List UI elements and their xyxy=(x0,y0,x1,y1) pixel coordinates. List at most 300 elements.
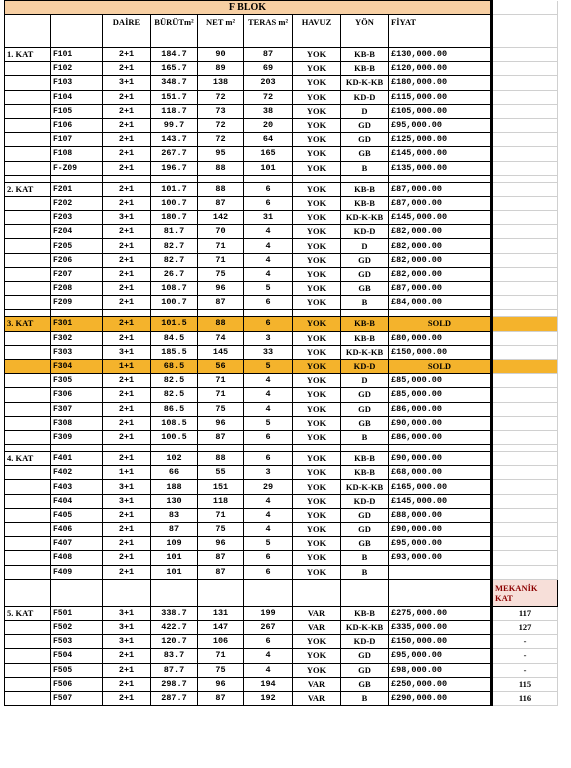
table-row xyxy=(5,677,558,691)
table-row xyxy=(5,267,558,281)
havuz-cell: YOK xyxy=(293,253,341,267)
extra-cell xyxy=(492,331,558,345)
net-cell: 88 xyxy=(198,161,244,175)
unit-number: F205 xyxy=(51,239,103,253)
teras-cell: 38 xyxy=(244,104,293,118)
net-cell: 96 xyxy=(198,537,244,551)
net-cell: 95 xyxy=(198,147,244,161)
table-row xyxy=(5,359,558,373)
price-cell: £275,000.00 xyxy=(389,606,492,620)
net-cell: 138 xyxy=(198,76,244,90)
teras-cell: 33 xyxy=(244,345,293,359)
daire-cell: 2+1 xyxy=(103,296,151,310)
unit-number: F107 xyxy=(51,133,103,147)
floor-label-empty xyxy=(5,402,51,416)
floor-label-empty xyxy=(5,211,51,225)
brut-cell: 196.7 xyxy=(151,161,198,175)
yon-cell: KB-B xyxy=(341,48,389,62)
extra-cell xyxy=(492,310,558,317)
empty-cell xyxy=(51,445,103,452)
floor-label-empty xyxy=(5,537,51,551)
floor-label-empty xyxy=(5,331,51,345)
teras-cell: 4 xyxy=(244,239,293,253)
yon-cell: D xyxy=(341,104,389,118)
daire-cell: 3+1 xyxy=(103,480,151,494)
extra-cell xyxy=(492,317,558,331)
teras-cell: 6 xyxy=(244,296,293,310)
teras-cell: 4 xyxy=(244,374,293,388)
daire-cell: 2+1 xyxy=(103,565,151,579)
floor-label-empty xyxy=(5,267,51,281)
yon-cell: D xyxy=(341,374,389,388)
extra-cell xyxy=(492,133,558,147)
daire-cell: 2+1 xyxy=(103,537,151,551)
empty-cell xyxy=(198,445,244,452)
table-row xyxy=(5,345,558,359)
yon-cell: KD-D xyxy=(341,494,389,508)
price-cell: £250,000.00 xyxy=(389,677,492,691)
header-daire: DAİRE xyxy=(103,15,151,48)
havuz-cell: YOK xyxy=(293,62,341,76)
price-cell: £82,000.00 xyxy=(389,239,492,253)
havuz-cell: YOK xyxy=(293,663,341,677)
empty-cell xyxy=(244,310,293,317)
table-row xyxy=(5,565,558,579)
empty-cell xyxy=(389,445,492,452)
empty-cell xyxy=(151,579,198,606)
brut-cell: 108.7 xyxy=(151,282,198,296)
table-row xyxy=(5,388,558,402)
teras-cell: 199 xyxy=(244,606,293,620)
brut-cell: 298.7 xyxy=(151,677,198,691)
extra-cell xyxy=(492,480,558,494)
table-row xyxy=(5,635,558,649)
floor-label-empty xyxy=(5,620,51,634)
extra-cell xyxy=(492,182,558,196)
net-cell: 96 xyxy=(198,416,244,430)
net-cell: 70 xyxy=(198,225,244,239)
header-brut: BÜRÜTm² xyxy=(151,15,198,48)
net-cell: 131 xyxy=(198,606,244,620)
teras-cell: 4 xyxy=(244,267,293,281)
table-row xyxy=(5,147,558,161)
unit-number: F403 xyxy=(51,480,103,494)
table-row xyxy=(5,402,558,416)
teras-cell: 101 xyxy=(244,161,293,175)
brut-cell: 287.7 xyxy=(151,691,198,705)
brut-cell: 66 xyxy=(151,466,198,480)
teras-cell: 4 xyxy=(244,649,293,663)
floor-label: 1. KAT xyxy=(5,48,51,62)
brut-cell: 87 xyxy=(151,523,198,537)
havuz-cell: YOK xyxy=(293,282,341,296)
empty-cell xyxy=(151,310,198,317)
havuz-cell: YOK xyxy=(293,90,341,104)
brut-cell: 100.5 xyxy=(151,430,198,444)
brut-cell: 101.7 xyxy=(151,182,198,196)
floor-label-empty xyxy=(5,225,51,239)
havuz-cell: YOK xyxy=(293,296,341,310)
net-cell: 147 xyxy=(198,620,244,634)
unit-number: F204 xyxy=(51,225,103,239)
brut-cell: 26.7 xyxy=(151,267,198,281)
havuz-cell: VAR xyxy=(293,677,341,691)
havuz-cell: YOK xyxy=(293,317,341,331)
net-cell: 71 xyxy=(198,388,244,402)
havuz-cell: VAR xyxy=(293,620,341,634)
brut-cell: 82.5 xyxy=(151,374,198,388)
daire-cell: 2+1 xyxy=(103,161,151,175)
extra-cell xyxy=(492,282,558,296)
yon-cell: GB xyxy=(341,147,389,161)
mekanik-kat-value: 117 xyxy=(492,606,558,620)
table-row xyxy=(5,317,558,331)
daire-cell: 2+1 xyxy=(103,430,151,444)
yon-cell: KD-D xyxy=(341,225,389,239)
havuz-cell: YOK xyxy=(293,147,341,161)
teras-cell: 5 xyxy=(244,359,293,373)
price-cell: £80,000.00 xyxy=(389,331,492,345)
net-cell: 87 xyxy=(198,691,244,705)
yon-cell: KD-K-KB xyxy=(341,620,389,634)
yon-cell: B xyxy=(341,551,389,565)
unit-number: F309 xyxy=(51,430,103,444)
floor-label-empty xyxy=(5,161,51,175)
floor-label: 5. KAT xyxy=(5,606,51,620)
yon-cell: KD-D xyxy=(341,359,389,373)
yon-cell: B xyxy=(341,565,389,579)
floor-label-empty xyxy=(5,296,51,310)
empty-cell xyxy=(341,175,389,182)
price-cell: £87,000.00 xyxy=(389,282,492,296)
empty-cell xyxy=(103,310,151,317)
price-cell: £85,000.00 xyxy=(389,388,492,402)
net-cell: 71 xyxy=(198,374,244,388)
extra-cell xyxy=(492,374,558,388)
extra-cell xyxy=(492,48,558,62)
teras-cell: 5 xyxy=(244,416,293,430)
empty-cell xyxy=(293,175,341,182)
table-row xyxy=(5,239,558,253)
extra-cell xyxy=(492,494,558,508)
brut-cell: 102 xyxy=(151,452,198,466)
daire-cell: 2+1 xyxy=(103,663,151,677)
extra-cell xyxy=(492,466,558,480)
empty-cell xyxy=(51,310,103,317)
price-cell: £145,000.00 xyxy=(389,147,492,161)
brut-cell: 100.7 xyxy=(151,196,198,210)
floor-label-empty xyxy=(5,565,51,579)
price-cell: £180,000.00 xyxy=(389,76,492,90)
table-row xyxy=(5,253,558,267)
teras-cell: 4 xyxy=(244,663,293,677)
yon-cell: KB-B xyxy=(341,62,389,76)
floor-label-empty xyxy=(5,494,51,508)
teras-cell: 3 xyxy=(244,331,293,345)
unit-number: F307 xyxy=(51,402,103,416)
price-cell: £87,000.00 xyxy=(389,182,492,196)
teras-cell: 5 xyxy=(244,537,293,551)
teras-cell: 4 xyxy=(244,402,293,416)
daire-cell: 3+1 xyxy=(103,345,151,359)
extra-cell xyxy=(492,267,558,281)
teras-cell: 4 xyxy=(244,523,293,537)
unit-number: F108 xyxy=(51,147,103,161)
brut-cell: 100.7 xyxy=(151,296,198,310)
floor-label: 3. KAT xyxy=(5,317,51,331)
net-cell: 106 xyxy=(198,635,244,649)
yon-cell: KB-B xyxy=(341,317,389,331)
price-cell: £145,000.00 xyxy=(389,211,492,225)
extra-cell xyxy=(492,147,558,161)
daire-cell: 2+1 xyxy=(103,691,151,705)
yon-cell: KD-D xyxy=(341,635,389,649)
unit-number: F505 xyxy=(51,663,103,677)
unit-number: F209 xyxy=(51,296,103,310)
header-fiyat: FİYAT xyxy=(389,15,492,48)
table-row xyxy=(5,508,558,522)
havuz-cell: YOK xyxy=(293,182,341,196)
brut-cell: 109 xyxy=(151,537,198,551)
unit-number: F404 xyxy=(51,494,103,508)
empty-cell xyxy=(198,175,244,182)
empty-cell xyxy=(51,175,103,182)
price-cell: £87,000.00 xyxy=(389,196,492,210)
havuz-cell: YOK xyxy=(293,508,341,522)
daire-cell: 2+1 xyxy=(103,104,151,118)
extra-cell xyxy=(492,118,558,132)
header-teras: TERAS m² xyxy=(244,15,293,48)
unit-number: F406 xyxy=(51,523,103,537)
empty-cell xyxy=(244,445,293,452)
unit-number: F503 xyxy=(51,635,103,649)
yon-cell: GB xyxy=(341,537,389,551)
price-cell: £145,000.00 xyxy=(389,494,492,508)
empty-cell xyxy=(103,175,151,182)
empty-cell xyxy=(151,175,198,182)
floor-label-empty xyxy=(5,76,51,90)
teras-cell: 72 xyxy=(244,90,293,104)
yon-cell: GB xyxy=(341,416,389,430)
net-cell: 96 xyxy=(198,282,244,296)
havuz-cell: VAR xyxy=(293,691,341,705)
brut-cell: 348.7 xyxy=(151,76,198,90)
daire-cell: 2+1 xyxy=(103,133,151,147)
unit-number: F207 xyxy=(51,267,103,281)
unit-number: F106 xyxy=(51,118,103,132)
floor-label-empty xyxy=(5,133,51,147)
floor-label-empty xyxy=(5,649,51,663)
empty-cell xyxy=(293,445,341,452)
yon-cell: B xyxy=(341,296,389,310)
empty-cell xyxy=(389,579,492,606)
extra-cell xyxy=(492,565,558,579)
brut-cell: 101.5 xyxy=(151,317,198,331)
teras-cell: 6 xyxy=(244,317,293,331)
teras-cell: 5 xyxy=(244,282,293,296)
havuz-cell: YOK xyxy=(293,118,341,132)
floor-label-empty xyxy=(5,691,51,705)
empty-cell xyxy=(389,175,492,182)
net-cell: 71 xyxy=(198,649,244,663)
table-row xyxy=(5,452,558,466)
price-cell: £165,000.00 xyxy=(389,480,492,494)
empty-cell xyxy=(5,310,51,317)
havuz-cell: YOK xyxy=(293,523,341,537)
net-cell: 75 xyxy=(198,402,244,416)
empty-cell xyxy=(244,579,293,606)
unit-number: F101 xyxy=(51,48,103,62)
havuz-cell: YOK xyxy=(293,430,341,444)
floor-label-empty xyxy=(5,62,51,76)
net-cell: 90 xyxy=(198,48,244,62)
teras-cell: 6 xyxy=(244,452,293,466)
unit-number: F208 xyxy=(51,282,103,296)
table-body xyxy=(5,1,558,706)
unit-number: F301 xyxy=(51,317,103,331)
yon-cell: GD xyxy=(341,508,389,522)
sold-badge: SOLD xyxy=(389,317,492,331)
floor-label-empty xyxy=(5,508,51,522)
block-title: F BLOK xyxy=(5,1,492,15)
price-cell: £115,000.00 xyxy=(389,90,492,104)
daire-cell: 3+1 xyxy=(103,76,151,90)
extra-cell xyxy=(492,508,558,522)
teras-cell: 20 xyxy=(244,118,293,132)
table-row xyxy=(5,182,558,196)
unit-number: F305 xyxy=(51,374,103,388)
brut-cell: 87.7 xyxy=(151,663,198,677)
teras-cell: 4 xyxy=(244,253,293,267)
empty-cell xyxy=(341,310,389,317)
extra-cell xyxy=(492,296,558,310)
table-row xyxy=(5,523,558,537)
extra-cell xyxy=(492,90,558,104)
daire-cell: 2+1 xyxy=(103,523,151,537)
floor-label-empty xyxy=(5,282,51,296)
table-row xyxy=(5,104,558,118)
unit-number: F409 xyxy=(51,565,103,579)
table-row xyxy=(5,225,558,239)
teras-cell: 267 xyxy=(244,620,293,634)
net-cell: 96 xyxy=(198,677,244,691)
table-row xyxy=(5,282,558,296)
extra-cell xyxy=(492,345,558,359)
daire-cell: 2+1 xyxy=(103,182,151,196)
extra-cell xyxy=(492,239,558,253)
extra-cell xyxy=(492,402,558,416)
price-cell: £86,000.00 xyxy=(389,430,492,444)
yon-cell: GD xyxy=(341,118,389,132)
teras-cell: 4 xyxy=(244,225,293,239)
unit-number: F304 xyxy=(51,359,103,373)
net-cell: 73 xyxy=(198,104,244,118)
unit-number: F202 xyxy=(51,196,103,210)
table-row xyxy=(5,196,558,210)
price-list-table xyxy=(4,0,558,706)
yon-cell: B xyxy=(341,430,389,444)
yon-cell: GB xyxy=(341,282,389,296)
unit-number: F405 xyxy=(51,508,103,522)
teras-cell: 29 xyxy=(244,480,293,494)
unit-number: F401 xyxy=(51,452,103,466)
extra-cell xyxy=(492,15,558,48)
havuz-cell: YOK xyxy=(293,402,341,416)
brut-cell: 83.7 xyxy=(151,649,198,663)
net-cell: 88 xyxy=(198,182,244,196)
unit-number: F104 xyxy=(51,90,103,104)
brut-cell: 165.7 xyxy=(151,62,198,76)
unit-number: F302 xyxy=(51,331,103,345)
teras-cell: 203 xyxy=(244,76,293,90)
teras-cell: 4 xyxy=(244,388,293,402)
havuz-cell: YOK xyxy=(293,494,341,508)
teras-cell: 6 xyxy=(244,430,293,444)
brut-cell: 267.7 xyxy=(151,147,198,161)
price-cell: £135,000.00 xyxy=(389,161,492,175)
teras-cell: 6 xyxy=(244,196,293,210)
net-cell: 75 xyxy=(198,267,244,281)
empty-cell xyxy=(198,579,244,606)
extra-cell xyxy=(492,537,558,551)
net-cell: 72 xyxy=(198,118,244,132)
floor-label-empty xyxy=(5,635,51,649)
net-cell: 71 xyxy=(198,253,244,267)
yon-cell: GD xyxy=(341,267,389,281)
brut-cell: 82.7 xyxy=(151,253,198,267)
daire-cell: 2+1 xyxy=(103,225,151,239)
daire-cell: 3+1 xyxy=(103,620,151,634)
net-cell: 75 xyxy=(198,523,244,537)
daire-cell: 2+1 xyxy=(103,62,151,76)
brut-cell: 82.5 xyxy=(151,388,198,402)
empty-cell xyxy=(151,445,198,452)
teras-cell: 6 xyxy=(244,182,293,196)
brut-cell: 185.5 xyxy=(151,345,198,359)
price-cell: £150,000.00 xyxy=(389,635,492,649)
yon-cell: B xyxy=(341,161,389,175)
havuz-cell: VAR xyxy=(293,606,341,620)
havuz-cell: YOK xyxy=(293,161,341,175)
daire-cell: 2+1 xyxy=(103,331,151,345)
spacer-row xyxy=(5,175,558,182)
table-row xyxy=(5,374,558,388)
table-row xyxy=(5,48,558,62)
mekanik-kat-header: MEKANİK KAT xyxy=(492,579,558,606)
price-cell: £120,000.00 xyxy=(389,62,492,76)
yon-cell: GD xyxy=(341,133,389,147)
floor-label: 4. KAT xyxy=(5,452,51,466)
mekanik-kat-value: - xyxy=(492,649,558,663)
yon-cell: KB-B xyxy=(341,452,389,466)
net-cell: 151 xyxy=(198,480,244,494)
extra-cell xyxy=(492,445,558,452)
unit-number: F407 xyxy=(51,537,103,551)
table-row xyxy=(5,211,558,225)
unit-number: F303 xyxy=(51,345,103,359)
net-cell: 56 xyxy=(198,359,244,373)
price-cell: £90,000.00 xyxy=(389,523,492,537)
havuz-cell: YOK xyxy=(293,537,341,551)
havuz-cell: YOK xyxy=(293,635,341,649)
net-cell: 72 xyxy=(198,90,244,104)
table-row xyxy=(5,494,558,508)
teras-cell: 69 xyxy=(244,62,293,76)
mekanik-kat-value: 127 xyxy=(492,620,558,634)
price-cell: £90,000.00 xyxy=(389,416,492,430)
net-cell: 87 xyxy=(198,430,244,444)
havuz-cell: YOK xyxy=(293,48,341,62)
